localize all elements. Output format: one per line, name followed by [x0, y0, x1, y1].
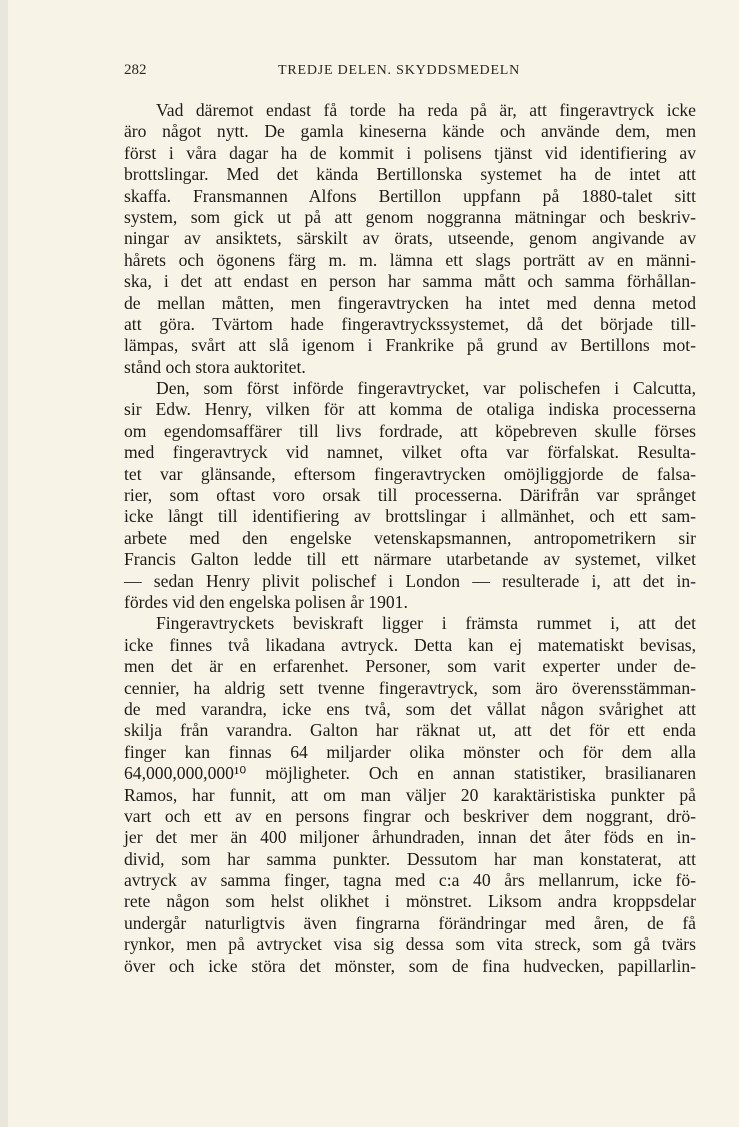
page-header [124, 62, 687, 84]
text-line: om egendomsaffärer till livs fordrade, att köpebreven skulle förses [124, 420, 696, 441]
text-line: över och icke störa det mönster, som de fina hudvecken, papillarlin- [124, 955, 696, 976]
text-line: de med varandra, icke ens två, som det vållat någon svårighet att [124, 698, 696, 719]
running-head: TREDJE DELEN. SKYDDSMEDELN [278, 63, 521, 78]
page-number: 282 [124, 62, 147, 78]
text-line: de mellan måtten, men fingeravtrycken ha intet med denna metod [124, 292, 696, 313]
text-line: lämpas, svårt att slå igenom i Frankrike på grund av Bertillons mot- [124, 335, 696, 356]
text-line: — sedan Henry plivit polischef i London — resulterade i, att det in- [124, 570, 696, 591]
text-line: arbete med den engelske vetenskapsmannen, antropometrikern sir [124, 527, 696, 548]
text-line: cennier, ha aldrig sett tvenne fingeravtryck, som äro överensstämman- [124, 677, 696, 698]
text-line: först i våra dagar ha de kommit i polisens tjänst vid identifiering av [124, 142, 696, 163]
text-line: tet var glänsande, eftersom fingeravtrycken omöjliggjorde de falsa- [124, 463, 696, 484]
text-line: icke finnes två likadana avtryck. Detta kan ej matematiskt bevisas, [124, 634, 696, 655]
text-line: stånd och stora auktoritet. [124, 356, 306, 377]
text-line: fördes vid den engelska polisen år 1901. [124, 591, 408, 612]
text-line: Francis Galton ledde till ett närmare utarbetande av systemet, vilket [124, 549, 696, 570]
text-line: jer det mer än 400 miljoner århundraden, innan det åter föds en in- [124, 827, 696, 848]
paragraph-3 [124, 613, 696, 977]
text-line: Fingeravtryckets beviskraft ligger i främsta rummet i, att det [156, 613, 696, 634]
text-line: med fingeravtryck vid namnet, vilket ofta var förfalskat. Resulta- [124, 442, 696, 463]
text-line: rier, som oftast voro orsak till processerna. Därifrån var språnget [124, 485, 696, 506]
text-line: avtryck av samma finger, tagna med c:a 40 års mellanrum, icke fö- [124, 870, 696, 891]
text-line: hårets och ögonens färg m. m. lämna ett slags porträtt av en männi- [124, 249, 696, 270]
text-line: ska, i det att endast en person har samma mått och samma förhållan- [124, 271, 696, 292]
text-line: men det är en erfarenhet. Personer, som varit experter under de- [124, 656, 696, 677]
text-line: ningar av ansiktets, särskilt av örats, utseende, genom angivande av [124, 228, 696, 249]
text-line: skaffa. Fransmannen Alfons Bertillon uppfann på 1880-talet sitt [124, 185, 696, 206]
text-line: sir Edw. Henry, vilken för att komma de otaliga indiska processerna [124, 399, 696, 420]
text-line: rynkor, men på avtrycket visa sig dessa som vita streck, som gå tvärs [124, 934, 696, 955]
text-line: Ramos, har funnit, att om man väljer 20 karaktäristiska punkter på [124, 784, 696, 805]
text-line: undergår naturligtvis även fingrarna förändringar med åren, de få [124, 912, 696, 933]
body-text [124, 100, 696, 977]
text-line: skilja från varandra. Galton har räknat ut, att det för ett enda [124, 720, 696, 741]
text-line: äro något nytt. De gamla kineserna kände och använde dem, men [124, 121, 696, 142]
paragraph-1 [124, 100, 696, 378]
text-line: rete någon som helst olikhet i mönstret. Liksom andra kroppsdelar [124, 891, 696, 912]
text-line: att göra. Tvärtom hade fingeravtryckssystemet, då det började till- [124, 313, 696, 334]
text-line: system, som gick ut på att genom noggranna mätningar och beskriv- [124, 206, 696, 227]
text-line: 64,000,000,000¹⁰ möjligheter. Och en annan statistiker, brasilianaren [124, 763, 696, 784]
text-line: Vad däremot endast få torde ha reda på är, att fingeravtryck icke [156, 100, 696, 120]
text-line: vart och ett av en persons fingrar och beskriver dem noggrant, drö- [124, 805, 696, 826]
paragraph-2 [124, 378, 696, 613]
text-line: divid, som har samma punkter. Dessutom har man konstaterat, att [124, 848, 696, 869]
text-line: icke långt till identifiering av brottslingar i allmänhet, och ett sam- [124, 506, 696, 527]
text-line: brottslingar. Med det kända Bertillonska systemet ha de intet att [124, 164, 696, 185]
text-line: finger kan finnas 64 miljarder olika mönster och för dem alla [124, 741, 696, 762]
text-line: Den, som först införde fingeravtrycket, var polischefen i Calcutta, [156, 378, 696, 399]
